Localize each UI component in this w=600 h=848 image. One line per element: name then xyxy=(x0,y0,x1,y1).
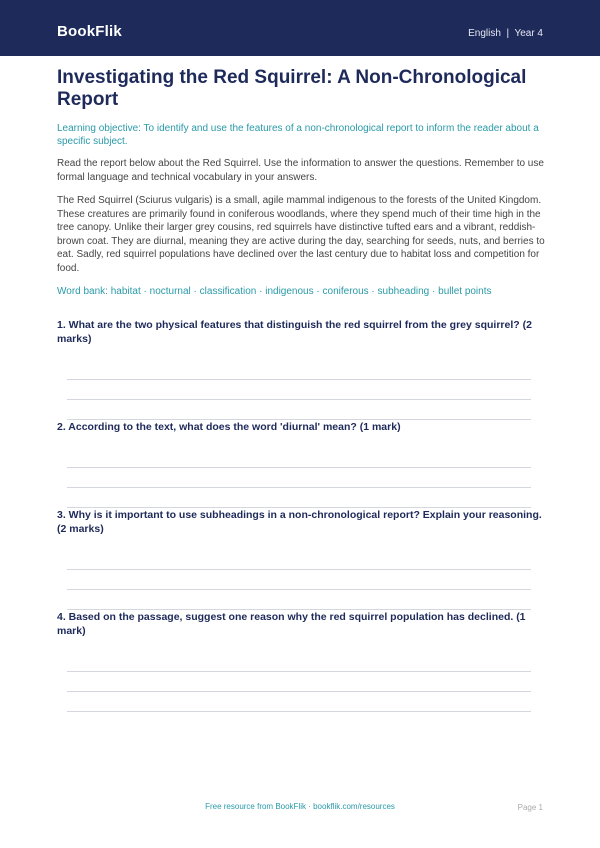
page-header xyxy=(0,0,600,56)
answer-line[interactable] xyxy=(67,671,531,672)
question-3: 3. Why is it important to use subheadings in a non-chronological report? Explain your reasoning. (2 marks) xyxy=(57,509,542,535)
worksheet-title: Investigating the Red Squirrel: A Non-Chronological Report xyxy=(57,67,527,110)
question-2: 2. According to the text, what does the word 'diurnal' mean? (1 mark) xyxy=(57,421,401,433)
answer-line[interactable] xyxy=(67,711,531,712)
answer-line[interactable] xyxy=(67,487,531,488)
answer-line[interactable] xyxy=(67,589,531,590)
page-number: Page 1 xyxy=(517,803,543,812)
learning-objective: Learning objective: To identify and use the features of a non-chronological report to inform the reader about a specific subject. xyxy=(57,123,539,147)
answer-line[interactable] xyxy=(67,379,531,380)
brand-logo-text: BookFlik xyxy=(57,23,122,40)
answer-line[interactable] xyxy=(67,569,531,570)
subject-label: English | Year 4 xyxy=(468,28,543,39)
footer-credit[interactable]: Free resource from BookFlik · bookflik.com/resources xyxy=(205,802,395,811)
report-passage: The Red Squirrel (Sciurus vulgaris) is a small, agile mammal indigenous to the forests of the United Kingdom. These creatures are primarily found in coniferous woodlands, where they spend much of their time high in the tree canopy. Unlike their larger grey cousins, red squirrels have distinctive tufted ears and a vibrant, reddish-brown coat. They are diurnal, meaning they are active during the day, searching for seeds, nuts, and berries to eat. Sadly, red squirrel populations have declined over the last century due to habitat loss and competition for food. xyxy=(57,195,545,274)
question-4: 4. Based on the passage, suggest one reason why the red squirrel population has declined. (1 mark) xyxy=(57,611,526,637)
word-bank: Word bank: habitat · nocturnal · classification · indigenous · coniferous · subheading · bullet points xyxy=(57,286,492,297)
answer-line[interactable] xyxy=(67,399,531,400)
answer-line[interactable] xyxy=(67,691,531,692)
instructions-text: Read the report below about the Red Squirrel. Use the information to answer the questions. Remember to use formal language and technical vocabulary in your answers. xyxy=(57,158,544,183)
answer-line[interactable] xyxy=(67,467,531,468)
question-1: 1. What are the two physical features that distinguish the red squirrel from the grey squirrel? (2 marks) xyxy=(57,319,532,345)
